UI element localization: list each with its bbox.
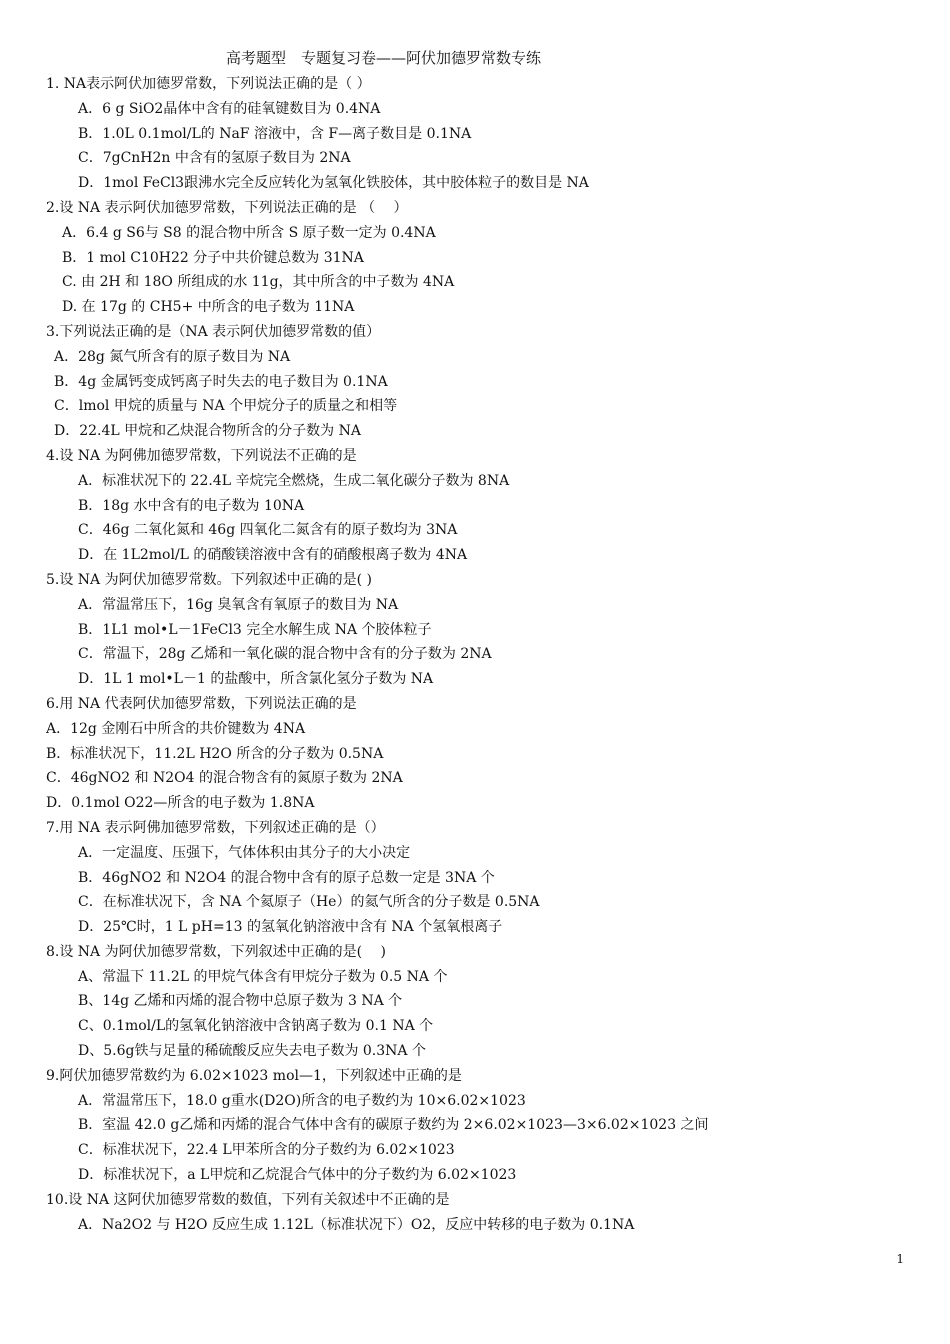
answer-option: B．1.0L 0.1mol/L的 NaF 溶液中，含 F—离子数目是 0.1NA bbox=[78, 125, 472, 142]
question-stem: 10.设 NA 这阿伏加德罗常数的数值，下列有关叙述中不正确的是 bbox=[46, 1191, 450, 1208]
answer-option: B．18g 水中含有的电子数为 10NA bbox=[78, 497, 305, 514]
answer-option: A．标准状况下的 22.4L 辛烷完全燃烧，生成二氧化碳分子数为 8NA bbox=[78, 472, 510, 489]
page-number: 1 bbox=[896, 1252, 904, 1266]
answer-option: B．标准状况下，11.2L H2O 所含的分子数为 0.5NA bbox=[46, 745, 384, 762]
question-list bbox=[46, 72, 926, 1237]
answer-option: B．46gNO2 和 N2O4 的混合物中含有的原子总数一定是 3NA 个 bbox=[78, 869, 495, 886]
answer-option: D．标准状况下，a L甲烷和乙烷混合气体中的分子数约为 6.02×1023 bbox=[78, 1167, 517, 1184]
answer-option: A．6 g SiO2晶体中含有的硅氧键数目为 0.4NA bbox=[78, 100, 381, 117]
question-stem: 6.用 NA 代表阿伏加德罗常数，下列说法正确的是 bbox=[46, 695, 357, 712]
answer-option: C、0.1mol/L的氢氧化钠溶液中含钠离子数为 0.1 NA 个 bbox=[78, 1018, 434, 1035]
answer-option: D．在 1L2mol/L 的硝酸镁溶液中含有的硝酸根离子数为 4NA bbox=[78, 547, 468, 564]
question-stem: 4.设 NA 为阿佛加德罗常数，下列说法不正确的是 bbox=[46, 447, 357, 464]
answer-option: C. 由 2H 和 18O 所组成的水 11g，其中所含的中子数为 4NA bbox=[62, 274, 455, 291]
page-title: 高考题型 专题复习卷——阿伏加德罗常数专练 bbox=[226, 49, 542, 67]
answer-option: C．46gNO2 和 N2O4 的混合物含有的氮原子数为 2NA bbox=[46, 770, 403, 787]
answer-option: A．常温常压下，16g 臭氧含有氧原子的数目为 NA bbox=[78, 596, 399, 613]
question-stem: 7.用 NA 表示阿佛加德罗常数，下列叙述正确的是（） bbox=[46, 819, 385, 836]
answer-option: C．在标准状况下，含 NA 个氦原子（He）的氦气所含的分子数是 0.5NA bbox=[78, 894, 540, 911]
answer-option: D．22.4L 甲烷和乙炔混合物所含的分子数为 NA bbox=[54, 423, 361, 440]
answer-option: A．6.4 g S6与 S8 的混合物中所含 S 原子数一定为 0.4NA bbox=[62, 224, 436, 241]
answer-option: B．室温 42.0 g乙烯和丙烯的混合气体中含有的碳原子数约为 2×6.02×1023—3×6.02×1023 之间 bbox=[78, 1117, 709, 1134]
answer-option: B．1L1 mol•L－1FeCl3 完全水解生成 NA 个胶体粒子 bbox=[78, 621, 432, 638]
answer-option: C．标准状况下，22.4 L甲苯所含的分子数约为 6.02×1023 bbox=[78, 1142, 455, 1159]
answer-option: A．Na2O2 与 H2O 反应生成 1.12L（标准状况下）O2，反应中转移的电子数为 0.1NA bbox=[78, 1216, 635, 1233]
answer-option: B、14g 乙烯和丙烯的混合物中总原子数为 3 NA 个 bbox=[78, 993, 403, 1010]
answer-option: B．1 mol C10H22 分子中共价键总数为 31NA bbox=[62, 249, 364, 266]
answer-option: C．lmol 甲烷的质量与 NA 个甲烷分子的质量之和相等 bbox=[54, 398, 398, 415]
answer-option: A．12g 金刚石中所含的共价键数为 4NA bbox=[46, 720, 306, 737]
question-stem: 5.设 NA 为阿伏加德罗常数。下列叙述中正确的是( ) bbox=[46, 571, 372, 588]
question-stem: 8.设 NA 为阿伏加德罗常数，下列叙述中正确的是( ) bbox=[46, 943, 386, 960]
answer-option: C．常温下，28g 乙烯和一氧化碳的混合物中含有的分子数为 2NA bbox=[78, 646, 492, 663]
answer-option: D．1L 1 mol•L－1 的盐酸中，所含氯化氢分子数为 NA bbox=[78, 671, 434, 688]
answer-option: C．46g 二氧化氮和 46g 四氧化二氮含有的原子数均为 3NA bbox=[78, 522, 458, 539]
question-stem: 9.阿伏加德罗常数约为 6.02×1023 mol—1，下列叙述中正确的是 bbox=[46, 1067, 462, 1084]
answer-option: D．0.1mol O22—所含的电子数为 1.8NA bbox=[46, 795, 315, 812]
answer-option: D、5.6g铁与足量的稀硫酸反应失去电子数为 0.3NA 个 bbox=[78, 1043, 426, 1060]
answer-option: A．常温常压下，18.0 g重水(D2O)所含的电子数约为 10×6.02×1023 bbox=[78, 1092, 526, 1109]
answer-option: B．4g 金属钙变成钙离子时失去的电子数目为 0.1NA bbox=[54, 373, 388, 390]
answer-option: C．7gCnH2n 中含有的氢原子数目为 2NA bbox=[78, 150, 351, 167]
question-stem: 2.设 NA 表示阿伏加德罗常数，下列说法正确的是 （ ） bbox=[46, 199, 408, 216]
answer-option: D. 在 17g 的 CH5+ 中所含的电子数为 11NA bbox=[62, 299, 355, 316]
answer-option: A．28g 氮气所含有的原子数目为 NA bbox=[54, 348, 291, 365]
question-stem: 3.下列说法正确的是（NA 表示阿伏加德罗常数的值） bbox=[46, 323, 381, 340]
answer-option: D．25℃时，1 L pH=13 的氢氧化钠溶液中含有 NA 个氢氧根离子 bbox=[78, 919, 503, 936]
answer-option: A．一定温度、压强下，气体体积由其分子的大小决定 bbox=[78, 844, 411, 861]
answer-option: A、常温下 11.2L 的甲烷气体含有甲烷分子数为 0.5 NA 个 bbox=[78, 968, 448, 985]
answer-option: D．1mol FeCl3跟沸水完全反应转化为氢氧化铁胶体，其中胶体粒子的数目是 NA bbox=[78, 175, 589, 192]
question-stem: 1. NA表示阿伏加德罗常数，下列说法正确的是（ ） bbox=[46, 76, 371, 92]
